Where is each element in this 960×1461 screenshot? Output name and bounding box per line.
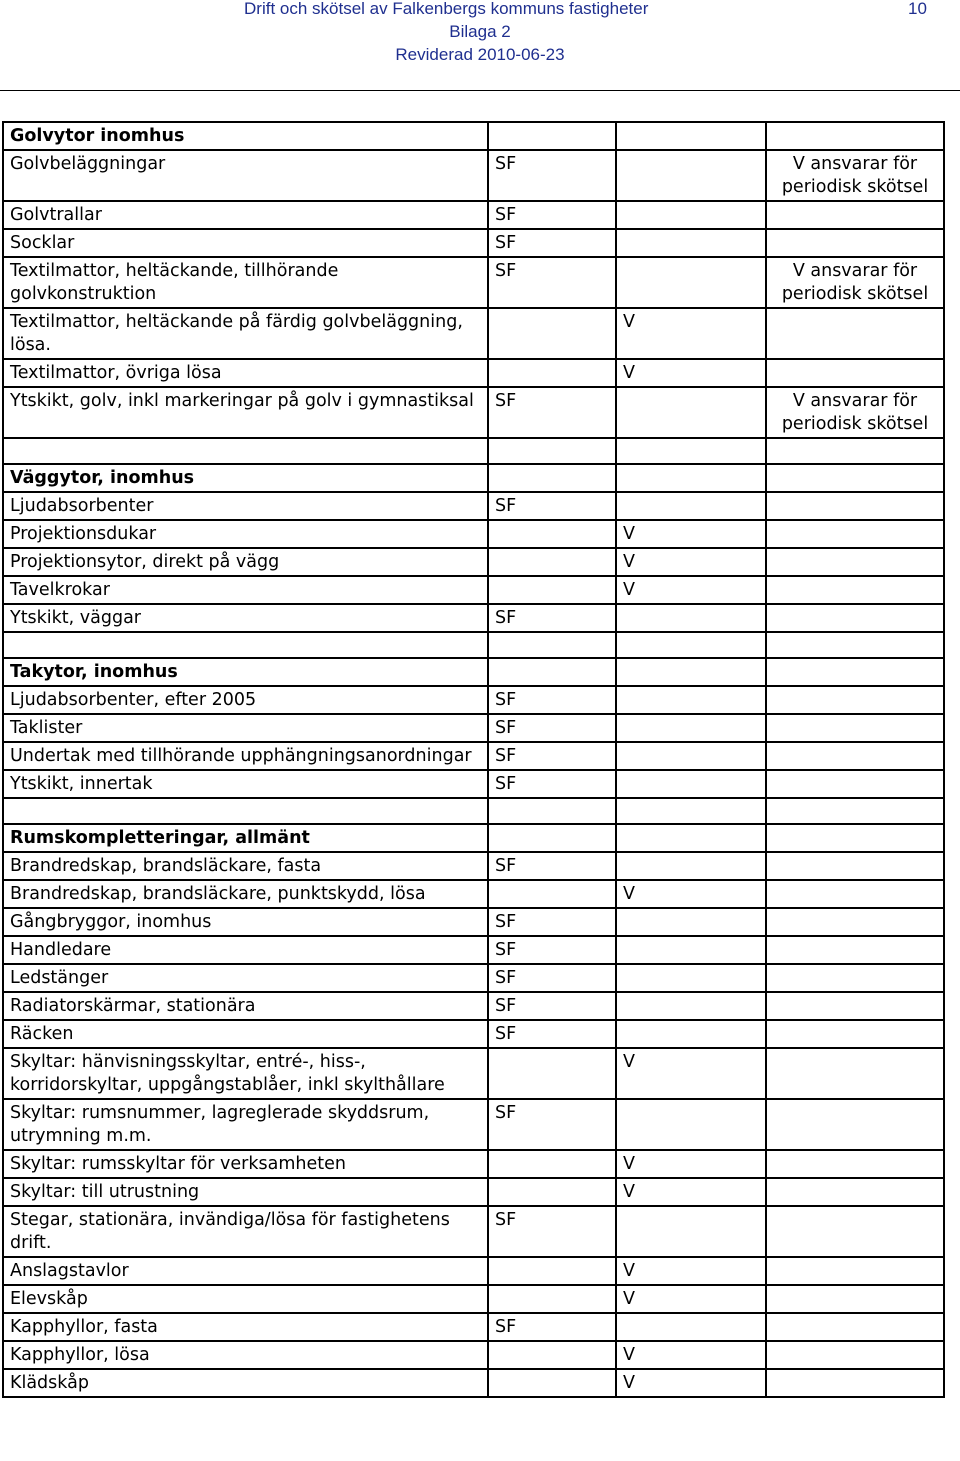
sf-cell: SF xyxy=(488,992,616,1020)
v-cell xyxy=(616,387,766,438)
sf-cell xyxy=(488,1369,616,1397)
table-row xyxy=(3,964,944,992)
item-cell: Ytskikt, golv, inkl markeringar på golv i gymnastiksal xyxy=(3,387,488,438)
revision-date: Reviderad 2010-06-23 xyxy=(395,45,565,64)
note-cell: V ansvarar för periodisk skötsel xyxy=(766,150,944,201)
spacer-cell xyxy=(488,632,616,658)
item-cell: Räcken xyxy=(3,1020,488,1048)
table-row xyxy=(3,908,944,936)
section-heading: Väggytor, inomhus xyxy=(3,464,488,492)
table-row xyxy=(3,686,944,714)
v-cell: V xyxy=(616,1369,766,1397)
spacer-cell xyxy=(488,798,616,824)
v-cell xyxy=(616,964,766,992)
note-cell xyxy=(766,359,944,387)
note-cell xyxy=(766,201,944,229)
section-heading: Rumskompletteringar, allmänt xyxy=(3,824,488,852)
sf-cell xyxy=(488,1048,616,1099)
v-cell: V xyxy=(616,548,766,576)
table-row xyxy=(3,1178,944,1206)
item-cell: Elevskåp xyxy=(3,1285,488,1313)
note-cell xyxy=(766,548,944,576)
table-row xyxy=(3,1285,944,1313)
note-cell xyxy=(766,1099,944,1150)
table-row xyxy=(3,257,944,308)
table-row xyxy=(3,1150,944,1178)
table-row xyxy=(3,936,944,964)
header-divider xyxy=(0,90,960,91)
v-cell xyxy=(616,201,766,229)
v-cell xyxy=(616,604,766,632)
sf-cell xyxy=(488,1150,616,1178)
table-row xyxy=(3,992,944,1020)
section-spacer xyxy=(3,798,944,824)
spacer-cell xyxy=(766,798,944,824)
table-row xyxy=(3,880,944,908)
v-cell xyxy=(616,1099,766,1150)
section-heading-row xyxy=(3,122,944,150)
sf-cell xyxy=(488,880,616,908)
note-cell xyxy=(766,852,944,880)
note-cell xyxy=(766,308,944,359)
note-cell xyxy=(766,1257,944,1285)
item-cell: Radiatorskärmar, stationära xyxy=(3,992,488,1020)
note-cell xyxy=(766,964,944,992)
spacer-cell xyxy=(616,438,766,464)
page-number: 10 xyxy=(908,0,927,18)
v-cell xyxy=(616,229,766,257)
sf-cell xyxy=(488,1257,616,1285)
spacer-cell xyxy=(488,438,616,464)
item-cell: Handledare xyxy=(3,936,488,964)
table-row xyxy=(3,492,944,520)
item-cell: Ytskikt, innertak xyxy=(3,770,488,798)
section-heading: Takytor, inomhus xyxy=(3,658,488,686)
item-cell: Taklister xyxy=(3,714,488,742)
section-heading-cell xyxy=(616,824,766,852)
spacer-cell xyxy=(616,632,766,658)
spacer-cell xyxy=(3,632,488,658)
v-cell xyxy=(616,908,766,936)
sf-cell: SF xyxy=(488,852,616,880)
v-cell xyxy=(616,742,766,770)
table-row xyxy=(3,576,944,604)
item-cell: Klädskåp xyxy=(3,1369,488,1397)
v-cell: V xyxy=(616,1178,766,1206)
section-heading-cell xyxy=(488,824,616,852)
sf-cell: SF xyxy=(488,1313,616,1341)
table-row xyxy=(3,770,944,798)
item-cell: Textilmattor, övriga lösa xyxy=(3,359,488,387)
item-cell: Ljudabsorbenter xyxy=(3,492,488,520)
note-cell xyxy=(766,1020,944,1048)
sf-cell: SF xyxy=(488,492,616,520)
appendix-label: Bilaga 2 xyxy=(449,22,511,41)
sf-cell: SF xyxy=(488,1099,616,1150)
sf-cell xyxy=(488,548,616,576)
section-heading-cell xyxy=(616,464,766,492)
section-heading-cell xyxy=(488,464,616,492)
sf-cell: SF xyxy=(488,201,616,229)
table-row xyxy=(3,1369,944,1397)
note-cell xyxy=(766,1150,944,1178)
v-cell xyxy=(616,770,766,798)
sf-cell: SF xyxy=(488,908,616,936)
section-heading-cell xyxy=(488,658,616,686)
sf-cell: SF xyxy=(488,936,616,964)
table-row xyxy=(3,150,944,201)
note-cell xyxy=(766,576,944,604)
item-cell: Skyltar: rumsskyltar för verksamheten xyxy=(3,1150,488,1178)
item-cell: Kapphyllor, fasta xyxy=(3,1313,488,1341)
item-cell: Skyltar: till utrustning xyxy=(3,1178,488,1206)
item-cell: Skyltar: rumsnummer, lagreglerade skyddsrum, utrymning m.m. xyxy=(3,1099,488,1150)
item-cell: Undertak med tillhörande upphängningsanordningar xyxy=(3,742,488,770)
section-heading-cell xyxy=(616,122,766,150)
v-cell xyxy=(616,852,766,880)
v-cell: V xyxy=(616,520,766,548)
section-spacer xyxy=(3,632,944,658)
note-cell xyxy=(766,908,944,936)
v-cell xyxy=(616,257,766,308)
note-cell xyxy=(766,992,944,1020)
note-cell xyxy=(766,492,944,520)
section-spacer xyxy=(3,438,944,464)
table-row xyxy=(3,1099,944,1150)
sf-cell xyxy=(488,576,616,604)
spacer-cell xyxy=(616,798,766,824)
table-row xyxy=(3,387,944,438)
item-cell: Golvtrallar xyxy=(3,201,488,229)
table-row xyxy=(3,714,944,742)
item-cell: Skyltar: hänvisningsskyltar, entré-, hiss-, korridorskyltar, uppgångstablåer, inkl skylthållare xyxy=(3,1048,488,1099)
v-cell xyxy=(616,936,766,964)
note-cell xyxy=(766,229,944,257)
sf-cell xyxy=(488,520,616,548)
v-cell: V xyxy=(616,1048,766,1099)
table-row xyxy=(3,548,944,576)
sf-cell: SF xyxy=(488,150,616,201)
sf-cell xyxy=(488,359,616,387)
document-title: Drift och skötsel av Falkenbergs kommuns fastigheter xyxy=(244,0,649,18)
note-cell xyxy=(766,1178,944,1206)
item-cell: Textilmattor, heltäckande, tillhörande golvkonstruktion xyxy=(3,257,488,308)
note-cell xyxy=(766,770,944,798)
v-cell: V xyxy=(616,308,766,359)
note-cell xyxy=(766,520,944,548)
v-cell xyxy=(616,1020,766,1048)
note-cell: V ansvarar för periodisk skötsel xyxy=(766,387,944,438)
sf-cell xyxy=(488,1341,616,1369)
section-heading-cell xyxy=(766,658,944,686)
note-cell xyxy=(766,604,944,632)
note-cell xyxy=(766,1313,944,1341)
note-cell xyxy=(766,1206,944,1257)
table-row xyxy=(3,1341,944,1369)
sf-cell: SF xyxy=(488,229,616,257)
table-row xyxy=(3,1257,944,1285)
sf-cell: SF xyxy=(488,604,616,632)
responsibility-table-body xyxy=(3,122,944,1397)
sf-cell: SF xyxy=(488,387,616,438)
table-row xyxy=(3,742,944,770)
v-cell xyxy=(616,492,766,520)
v-cell: V xyxy=(616,880,766,908)
item-cell: Textilmattor, heltäckande på färdig golvbeläggning, lösa. xyxy=(3,308,488,359)
note-cell xyxy=(766,1341,944,1369)
section-heading-cell xyxy=(488,122,616,150)
spacer-cell xyxy=(766,438,944,464)
table-row xyxy=(3,520,944,548)
item-cell: Brandredskap, brandsläckare, fasta xyxy=(3,852,488,880)
table-row xyxy=(3,1206,944,1257)
sf-cell: SF xyxy=(488,964,616,992)
note-cell xyxy=(766,1285,944,1313)
item-cell: Gångbryggor, inomhus xyxy=(3,908,488,936)
section-heading-cell xyxy=(766,824,944,852)
table-row xyxy=(3,359,944,387)
item-cell: Brandredskap, brandsläckare, punktskydd, lösa xyxy=(3,880,488,908)
item-cell: Golvbeläggningar xyxy=(3,150,488,201)
v-cell xyxy=(616,1313,766,1341)
section-heading-cell xyxy=(766,122,944,150)
v-cell xyxy=(616,992,766,1020)
spacer-cell xyxy=(766,632,944,658)
table-row xyxy=(3,308,944,359)
item-cell: Kapphyllor, lösa xyxy=(3,1341,488,1369)
table-row xyxy=(3,604,944,632)
table-row xyxy=(3,229,944,257)
note-cell xyxy=(766,686,944,714)
item-cell: Projektionsdukar xyxy=(3,520,488,548)
section-heading-row xyxy=(3,658,944,686)
sf-cell: SF xyxy=(488,1206,616,1257)
note-cell xyxy=(766,936,944,964)
v-cell xyxy=(616,686,766,714)
item-cell: Tavelkrokar xyxy=(3,576,488,604)
note-cell xyxy=(766,742,944,770)
table-row xyxy=(3,1020,944,1048)
sf-cell xyxy=(488,1285,616,1313)
note-cell xyxy=(766,714,944,742)
v-cell xyxy=(616,714,766,742)
sf-cell: SF xyxy=(488,742,616,770)
sf-cell: SF xyxy=(488,714,616,742)
table-row xyxy=(3,201,944,229)
v-cell xyxy=(616,150,766,201)
v-cell: V xyxy=(616,1285,766,1313)
note-cell xyxy=(766,1048,944,1099)
note-cell: V ansvarar för periodisk skötsel xyxy=(766,257,944,308)
table-row xyxy=(3,852,944,880)
spacer-cell xyxy=(3,438,488,464)
item-cell: Socklar xyxy=(3,229,488,257)
table-row xyxy=(3,1048,944,1099)
sf-cell: SF xyxy=(488,686,616,714)
note-cell xyxy=(766,880,944,908)
note-cell xyxy=(766,1369,944,1397)
section-heading-row xyxy=(3,464,944,492)
item-cell: Ljudabsorbenter, efter 2005 xyxy=(3,686,488,714)
section-heading-cell xyxy=(616,658,766,686)
sf-cell: SF xyxy=(488,257,616,308)
table-row xyxy=(3,1313,944,1341)
v-cell: V xyxy=(616,1257,766,1285)
section-heading-cell xyxy=(766,464,944,492)
sf-cell xyxy=(488,1178,616,1206)
v-cell: V xyxy=(616,359,766,387)
v-cell: V xyxy=(616,576,766,604)
item-cell: Projektionsytor, direkt på vägg xyxy=(3,548,488,576)
v-cell: V xyxy=(616,1150,766,1178)
responsibility-table xyxy=(2,121,945,1398)
section-heading-row xyxy=(3,824,944,852)
spacer-cell xyxy=(3,798,488,824)
item-cell: Ytskikt, väggar xyxy=(3,604,488,632)
sf-cell: SF xyxy=(488,770,616,798)
section-heading: Golvytor inomhus xyxy=(3,122,488,150)
sf-cell xyxy=(488,308,616,359)
v-cell xyxy=(616,1206,766,1257)
sf-cell: SF xyxy=(488,1020,616,1048)
v-cell: V xyxy=(616,1341,766,1369)
item-cell: Anslagstavlor xyxy=(3,1257,488,1285)
item-cell: Ledstänger xyxy=(3,964,488,992)
item-cell: Stegar, stationära, invändiga/lösa för fastighetens drift. xyxy=(3,1206,488,1257)
